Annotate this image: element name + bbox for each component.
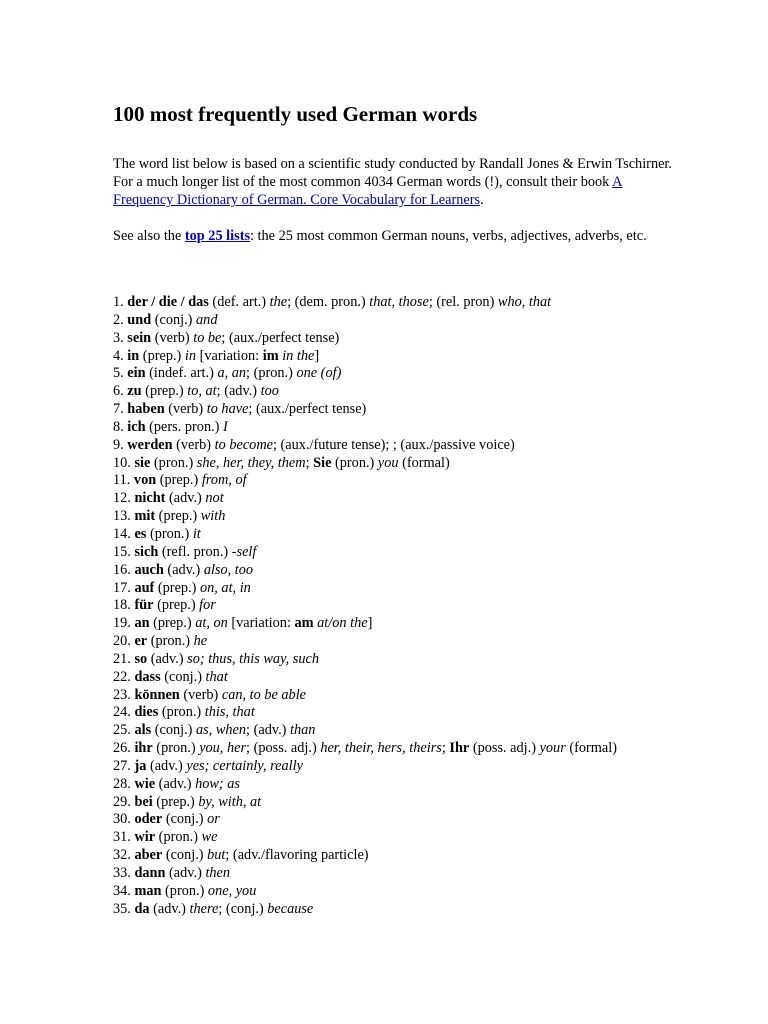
- entry-text: 27.: [113, 757, 135, 774]
- entry-text: 3.: [113, 329, 128, 346]
- word-list-item: [113, 633, 617, 651]
- entry-text: ; (pron.): [246, 365, 297, 382]
- entry-text: 18.: [113, 597, 135, 614]
- german-word: ich: [127, 418, 146, 435]
- top-25-lists-link[interactable]: top 25 lists: [184, 228, 251, 244]
- entry-text: (adv.): [155, 775, 196, 792]
- word-list-item: [113, 865, 617, 883]
- german-word: Sie: [313, 454, 332, 471]
- german-word: man: [134, 882, 162, 899]
- entry-text: (conj.): [151, 311, 197, 328]
- entry-text: (pers. pron.): [145, 418, 223, 435]
- german-word: mit: [134, 508, 156, 525]
- english-translation: and: [196, 311, 218, 328]
- entry-text: 11.: [113, 472, 134, 489]
- word-list-item: [113, 847, 617, 865]
- entry-text: (pron.): [155, 829, 202, 846]
- english-translation: from, of: [201, 472, 247, 489]
- entry-text: (verb): [179, 686, 222, 703]
- entry-text: 8.: [113, 418, 128, 435]
- english-translation: I: [223, 418, 228, 435]
- word-list-item: [113, 758, 617, 776]
- german-word: oder: [134, 811, 163, 828]
- entry-text: (pron.): [331, 454, 378, 471]
- english-translation: the: [269, 294, 288, 310]
- german-word: es: [134, 525, 147, 542]
- english-translation: in the: [282, 347, 315, 364]
- english-translation: to become: [214, 436, 273, 453]
- english-translation: too: [260, 383, 279, 400]
- entry-text: 25.: [113, 722, 135, 739]
- english-translation: or: [207, 811, 220, 828]
- page-title: 100 most frequently used German words: [113, 102, 478, 126]
- entry-text: (formal): [565, 740, 617, 757]
- entry-text: 28.: [113, 775, 135, 792]
- entry-text: 14.: [113, 525, 135, 542]
- word-list-item: [113, 651, 617, 669]
- entry-text: 17.: [113, 579, 135, 596]
- intro-section: [113, 155, 673, 245]
- entry-text: 1.: [113, 294, 128, 310]
- english-translation: then: [205, 865, 231, 881]
- english-translation: how; as: [195, 775, 240, 792]
- english-translation: that: [205, 668, 228, 685]
- word-list-item: [113, 437, 617, 455]
- entry-text: 15.: [113, 543, 135, 560]
- entry-text: 33.: [113, 865, 135, 881]
- word-list-item: [113, 704, 617, 722]
- german-word: dass: [134, 668, 161, 685]
- entry-text: (pron.): [161, 882, 208, 899]
- entry-text: ; (dem. pron.): [287, 294, 370, 310]
- german-word: und: [127, 311, 152, 328]
- intro-paragraph: [113, 155, 673, 209]
- english-translation: not: [205, 490, 224, 507]
- entry-text: (adv.): [165, 865, 206, 881]
- entry-text: (pron.): [152, 740, 200, 757]
- german-word: auf: [134, 579, 155, 596]
- word-list-item: [113, 544, 617, 562]
- word-list-item: [113, 687, 617, 705]
- entry-text: 5.: [113, 365, 128, 382]
- word-list-item: [113, 597, 617, 615]
- german-word: ein: [127, 365, 146, 382]
- word-list-item: [113, 615, 617, 633]
- word-list-item: [113, 401, 617, 419]
- intro-text: The word list below is based on a scientific study conducted by Randall Jones & Erwin Tschirner. For a much longer list of the most common 4034 German words (!), consult their book: [113, 156, 672, 190]
- word-list-item: [113, 490, 617, 508]
- english-translation: with: [200, 508, 226, 525]
- german-word: im: [262, 347, 279, 364]
- entry-text: 22.: [113, 668, 135, 685]
- word-list-item: [113, 383, 617, 401]
- entry-text: 26.: [113, 740, 135, 757]
- german-word: so: [134, 650, 148, 667]
- english-translation: who, that: [497, 294, 552, 310]
- word-list-item: [113, 365, 617, 383]
- entry-text: 23.: [113, 686, 135, 703]
- english-translation: in: [184, 347, 197, 364]
- entry-text: (pron.): [158, 704, 205, 721]
- entry-text: ;: [441, 740, 450, 757]
- english-translation: she, her, they, them: [196, 454, 306, 471]
- word-list-item: [113, 740, 617, 758]
- see-also-paragraph: [113, 227, 673, 245]
- entry-text: (prep.): [153, 597, 200, 614]
- german-word: haben: [127, 401, 165, 418]
- german-word: wie: [134, 775, 156, 792]
- german-word: in: [127, 347, 140, 364]
- word-list-item: [113, 829, 617, 847]
- see-also-text-end: : the 25 most common German nouns, verbs, adjectives, adverbs, etc.: [250, 228, 647, 244]
- english-translation: on, at, in: [199, 579, 251, 596]
- word-list-item: [113, 472, 617, 490]
- german-word: für: [134, 597, 154, 614]
- entry-text: ; (adv.): [246, 722, 290, 739]
- german-word: aber: [134, 847, 163, 864]
- entry-text: 34.: [113, 882, 135, 899]
- german-word: dann: [134, 865, 166, 881]
- english-translation: her, their, hers, theirs: [320, 740, 442, 757]
- english-translation: because: [267, 900, 314, 917]
- english-translation: at/on the: [317, 615, 368, 632]
- word-list-item: [113, 312, 617, 330]
- entry-text: 31.: [113, 829, 135, 846]
- english-translation: this, that: [204, 704, 255, 721]
- entry-text: (adv.): [146, 757, 187, 774]
- entry-text: (poss. adj.): [469, 740, 540, 757]
- entry-text: (pron.): [146, 525, 193, 542]
- german-word: werden: [127, 436, 173, 453]
- entry-text: [variation:: [196, 347, 263, 364]
- entry-text: 19.: [113, 615, 135, 632]
- english-translation: at, on: [195, 615, 228, 632]
- entry-text: (verb): [172, 436, 215, 453]
- word-list-item: [113, 348, 617, 366]
- see-also-text: See also the: [113, 228, 185, 244]
- english-translation: he: [193, 633, 208, 650]
- entry-text: 24.: [113, 704, 135, 721]
- entry-text: 29.: [113, 793, 135, 810]
- german-word: bei: [134, 793, 153, 810]
- english-translation: to, at: [187, 383, 217, 400]
- german-word: als: [134, 722, 152, 739]
- entry-text: ; (aux./perfect tense): [248, 401, 367, 418]
- english-translation: we: [201, 829, 218, 846]
- entry-text: 30.: [113, 811, 135, 828]
- entry-text: ; (conj.): [218, 900, 268, 917]
- entry-text: 21.: [113, 650, 135, 667]
- german-word: da: [134, 900, 150, 917]
- word-list-item: [113, 811, 617, 829]
- entry-text: ; (aux./future tense); ; (aux./passive voice): [273, 436, 515, 453]
- frequency-dictionary-link[interactable]: A Frequency Dictionary of German. Core Vocabulary for Learners: [113, 174, 623, 208]
- entry-text: 35.: [113, 900, 135, 917]
- entry-text: 20.: [113, 633, 135, 650]
- entry-text: (def. art.): [208, 294, 270, 310]
- intro-text-end: .: [480, 192, 484, 208]
- entry-text: [variation:: [227, 615, 295, 632]
- entry-text: (adv.): [149, 900, 190, 917]
- entry-text: (prep.): [149, 615, 196, 632]
- english-translation: you: [377, 454, 399, 471]
- german-word: Ihr: [449, 740, 470, 757]
- word-list-item: [113, 580, 617, 598]
- english-translation: but: [207, 847, 226, 864]
- english-translation: you, her: [199, 740, 247, 757]
- german-word: von: [133, 472, 157, 489]
- entry-text: (prep.): [141, 383, 188, 400]
- word-list-item: [113, 508, 617, 526]
- entry-text: (conj.): [151, 722, 196, 739]
- german-word: nicht: [134, 490, 166, 507]
- word-list-item: [113, 669, 617, 687]
- entry-text: (pron.): [147, 633, 194, 650]
- word-list-item: [113, 419, 617, 437]
- entry-text: (conj.): [162, 847, 208, 864]
- entry-text: ]: [367, 615, 373, 632]
- entry-text: (verb): [151, 329, 194, 346]
- entry-text: (formal): [398, 454, 450, 471]
- entry-text: (conj.): [162, 811, 208, 828]
- english-translation: than: [289, 722, 316, 739]
- german-word: an: [134, 615, 150, 632]
- english-translation: one (of): [296, 365, 342, 382]
- german-word: wir: [134, 829, 156, 846]
- german-word: ja: [134, 757, 147, 774]
- entry-text: (verb): [164, 401, 207, 418]
- entry-text: (pron.): [150, 454, 197, 471]
- entry-text: (refl. pron.): [158, 543, 232, 560]
- entry-text: ; (adv./flavoring particle): [225, 847, 369, 864]
- word-list-item: [113, 526, 617, 544]
- english-translation: also, too: [203, 561, 254, 578]
- entry-text: (prep.): [152, 793, 199, 810]
- entry-text: 7.: [113, 401, 128, 418]
- entry-text: 10.: [113, 454, 135, 471]
- english-translation: so; thus, this way, such: [187, 650, 319, 667]
- german-word: sich: [134, 543, 159, 560]
- word-list-item: [113, 794, 617, 812]
- entry-text: (adv.): [163, 561, 204, 578]
- entry-text: ; (poss. adj.): [246, 740, 321, 757]
- german-word: ihr: [134, 740, 153, 757]
- entry-text: 16.: [113, 561, 135, 578]
- english-translation: to be: [193, 329, 222, 346]
- entry-text: ; (rel. pron): [428, 294, 498, 310]
- german-word: sie: [134, 454, 151, 471]
- entry-text: (prep.): [154, 579, 200, 596]
- entry-text: (adv.): [147, 650, 188, 667]
- word-list-item: [113, 455, 617, 473]
- english-translation: one, you: [207, 882, 257, 899]
- english-translation: that, those: [369, 294, 429, 310]
- word-list-item: [113, 883, 617, 901]
- entry-text: (adv.): [165, 490, 206, 507]
- entry-text: 6.: [113, 383, 128, 400]
- entry-text: ]: [314, 347, 320, 364]
- word-list-item: [113, 562, 617, 580]
- word-list-item: [113, 901, 617, 919]
- entry-text: 9.: [113, 436, 128, 453]
- word-list-item: [113, 330, 617, 348]
- german-word: zu: [127, 383, 142, 400]
- entry-text: 32.: [113, 847, 135, 864]
- german-word: können: [134, 686, 180, 703]
- entry-text: 4.: [113, 347, 128, 364]
- entry-text: (conj.): [160, 668, 206, 685]
- german-word: am: [294, 615, 314, 632]
- word-list: [113, 294, 617, 919]
- english-translation: for: [199, 597, 216, 614]
- english-translation: -self: [231, 543, 257, 560]
- word-list-item: [113, 722, 617, 740]
- entry-text: 13.: [113, 508, 135, 525]
- entry-text: 12.: [113, 490, 135, 507]
- entry-text: 2.: [113, 311, 128, 328]
- english-translation: as, when: [196, 722, 247, 739]
- english-translation: there: [189, 900, 219, 917]
- entry-text: ;: [305, 454, 314, 471]
- entry-text: (prep.): [139, 347, 185, 364]
- word-list-item: [113, 776, 617, 794]
- entry-text: (prep.): [156, 472, 202, 489]
- english-translation: a, an: [217, 365, 247, 382]
- english-translation: yes; certainly, really: [186, 757, 303, 774]
- english-translation: by, with, at: [198, 793, 262, 810]
- german-word: dies: [134, 704, 159, 721]
- word-list-item: [113, 294, 617, 312]
- entry-text: ; (adv.): [216, 383, 261, 400]
- german-word: er: [134, 633, 148, 650]
- entry-text: (prep.): [155, 508, 201, 525]
- german-word: sein: [127, 329, 152, 346]
- entry-text: ; (aux./perfect tense): [221, 329, 340, 346]
- english-translation: it: [192, 525, 201, 542]
- entry-text: (indef. art.): [145, 365, 218, 382]
- german-word: auch: [134, 561, 164, 578]
- english-translation: your: [539, 740, 566, 757]
- english-translation: to have: [206, 401, 249, 418]
- german-word: der / die / das: [127, 294, 209, 310]
- english-translation: can, to be able: [221, 686, 307, 703]
